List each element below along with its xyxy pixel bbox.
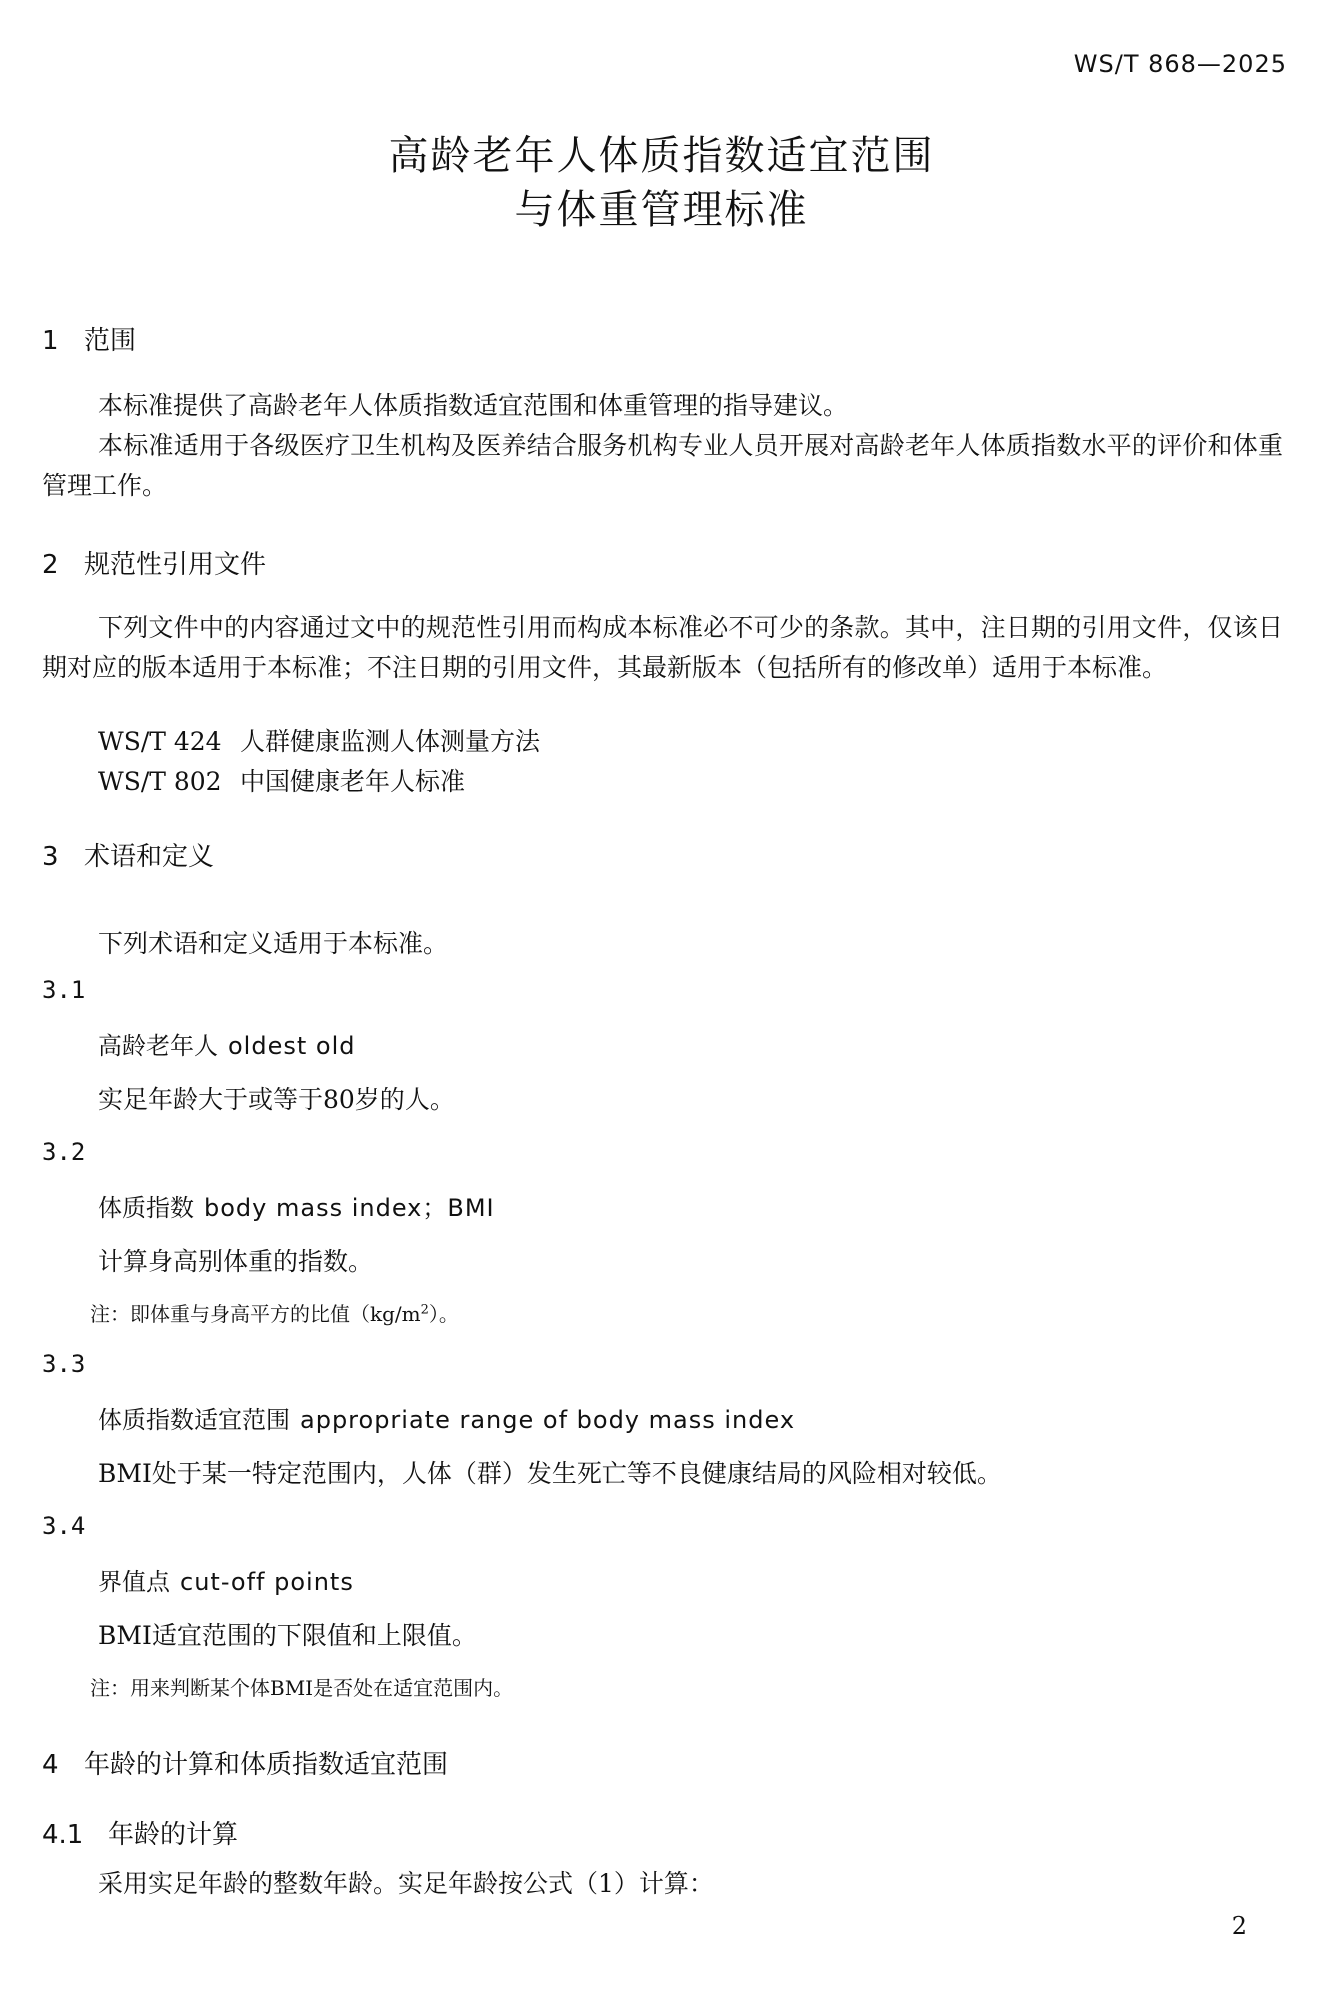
term-en: appropriate range of body mass index	[300, 1406, 796, 1434]
reference-item	[98, 722, 540, 758]
term-zh: 高龄老年人	[98, 1032, 218, 1060]
term-entry	[98, 1026, 355, 1061]
reference-item	[98, 762, 465, 798]
term-definition: 计算身高别体重的指数。	[98, 1247, 374, 1276]
document-title-line-2: 与体重管理标准	[514, 187, 809, 233]
reference-title: 人群健康监测人体测量方法	[240, 727, 541, 756]
term-note: 注：用来判断某个体BMI是否处在适宜范围内。	[90, 1676, 514, 1700]
clause-number: 3.2	[42, 1138, 86, 1166]
reference-code: WS/T 424	[98, 727, 222, 756]
section-number: 3	[42, 842, 59, 872]
term-entry	[98, 1400, 795, 1435]
section-1-paragraph-1: 本标准提供了高龄老年人体质指数适宜范围和体重管理的指导建议。	[98, 391, 849, 420]
section-1-paragraph-2: 本标准适用于各级医疗卫生机构及医养结合服务机构专业人员开展对高龄老年人体质指数水平的评价和体重管理工作。	[42, 431, 1283, 500]
term-en: oldest old	[228, 1032, 356, 1060]
subsection-number: 4.1	[42, 1820, 84, 1850]
reference-title: 中国健康老年人标准	[240, 767, 466, 796]
note-text-end: ）。	[428, 1302, 459, 1326]
section-number: 4	[42, 1750, 59, 1780]
term-definition: BMI适宜范围的下限值和上限值。	[98, 1621, 477, 1650]
section-3-intro: 下列术语和定义适用于本标准。	[98, 929, 449, 958]
clause-number: 3.4	[42, 1512, 86, 1540]
term-en: body mass index；BMI	[204, 1194, 495, 1222]
section-title: 规范性引用文件	[84, 550, 267, 580]
section-3-heading	[42, 836, 214, 873]
section-number: 2	[42, 550, 59, 580]
section-2-paragraph-1: 下列文件中的内容通过文中的规范性引用而构成本标准必不可少的条款。其中，注日期的引用文件，仅该日期对应的版本适用于本标准；不注日期的引用文件，其最新版本（包括所有的修改单）适用于本标准。	[42, 613, 1283, 682]
clause-number: 3.1	[42, 976, 86, 1004]
section-title: 范围	[84, 326, 137, 356]
section-2-heading	[42, 544, 266, 581]
term-entry	[98, 1562, 354, 1597]
standard-number: WS/T 868—2025	[1073, 50, 1287, 78]
note-superscript: 2	[420, 1302, 429, 1318]
subsection-4-1-paragraph: 采用实足年龄的整数年龄。实足年龄按公式（1）计算：	[98, 1869, 714, 1898]
section-4-heading	[42, 1744, 448, 1781]
term-zh: 体质指数	[98, 1194, 194, 1222]
term-entry	[98, 1188, 495, 1223]
term-definition: 实足年龄大于或等于80岁的人。	[98, 1085, 455, 1114]
term-definition: BMI处于某一特定范围内，人体（群）发生死亡等不良健康结局的风险相对较低。	[98, 1459, 1002, 1488]
clause-number: 3.3	[42, 1350, 86, 1378]
term-note	[90, 1298, 459, 1327]
page-number: 2	[1231, 1912, 1247, 1940]
reference-code: WS/T 802	[98, 767, 222, 796]
note-text: 注：即体重与身高平方的比值（kg/m	[90, 1302, 421, 1326]
subsection-title: 年龄的计算	[108, 1820, 239, 1850]
term-zh: 界值点	[98, 1568, 170, 1596]
document-title-line-1: 高龄老年人体质指数适宜范围	[388, 133, 935, 179]
section-1-heading	[42, 320, 136, 357]
subsection-4-1-heading	[42, 1814, 238, 1851]
term-en: cut-off points	[180, 1568, 354, 1596]
section-title: 术语和定义	[84, 842, 215, 872]
section-title: 年龄的计算和体质指数适宜范围	[84, 1750, 449, 1780]
term-zh: 体质指数适宜范围	[98, 1406, 290, 1434]
section-number: 1	[42, 326, 59, 356]
